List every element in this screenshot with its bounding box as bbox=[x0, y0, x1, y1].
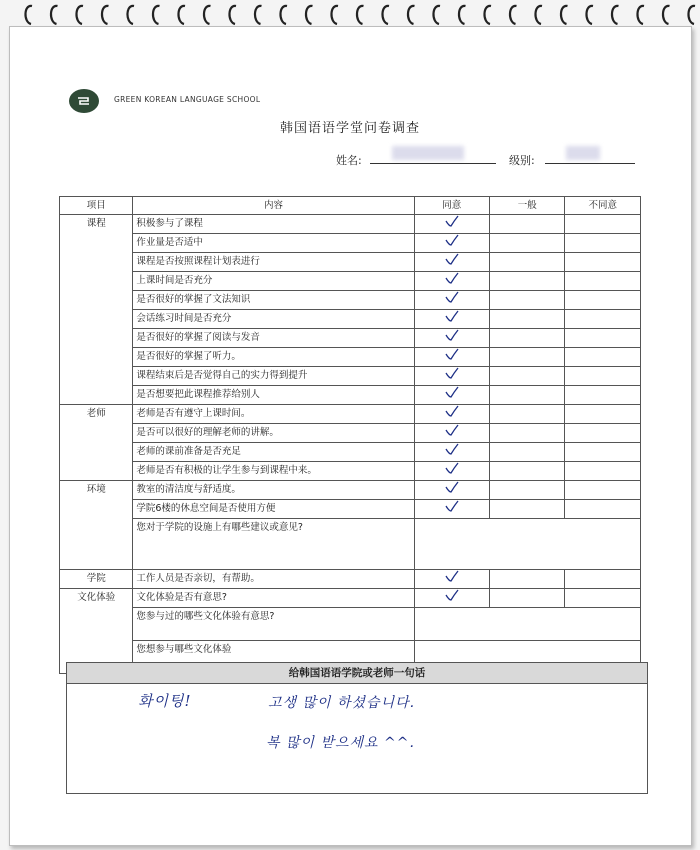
answer-cell-neutral[interactable] bbox=[490, 272, 565, 291]
question-text: 文化体验是否有意思? bbox=[133, 589, 414, 608]
question-text: 积极参与了课程 bbox=[133, 215, 414, 234]
answer-cell-agree[interactable] bbox=[414, 481, 489, 500]
answer-cell-neutral[interactable] bbox=[490, 462, 565, 481]
question-text: 会话练习时间是否充分 bbox=[133, 310, 414, 329]
ring-icon bbox=[178, 6, 185, 24]
checkmark-icon bbox=[445, 481, 459, 493]
answer-cell-agree[interactable] bbox=[414, 405, 489, 424]
ring-icon bbox=[561, 6, 568, 24]
answer-cell-neutral[interactable] bbox=[490, 405, 565, 424]
section-name: 文化体验 bbox=[60, 589, 133, 674]
answer-cell-agree[interactable] bbox=[414, 329, 489, 348]
ring-icon bbox=[612, 6, 619, 24]
table-row bbox=[60, 608, 641, 641]
checkmark-icon bbox=[445, 367, 459, 379]
question-text: 教室的清洁度与舒适度。 bbox=[133, 481, 414, 500]
school-name: GREEN KOREAN LANGUAGE SCHOOL bbox=[114, 95, 261, 104]
survey-table bbox=[59, 196, 641, 674]
table-row bbox=[60, 519, 641, 570]
handwritten-thanks: 고생 많이 하셨습니다. bbox=[268, 695, 416, 711]
table-row bbox=[60, 329, 641, 348]
header-content: 内容 bbox=[133, 197, 414, 215]
level-field[interactable] bbox=[545, 163, 635, 164]
checkmark-icon bbox=[445, 462, 459, 474]
checkmark-icon bbox=[445, 405, 459, 417]
checkmark-icon bbox=[445, 234, 459, 246]
message-header: 给韩国语语学院或老师一句话 bbox=[66, 662, 648, 684]
checkmark-icon bbox=[445, 500, 459, 512]
table-row bbox=[60, 405, 641, 424]
answer-cell-disagree[interactable] bbox=[565, 589, 641, 608]
checkmark-icon bbox=[445, 424, 459, 436]
answer-cell-disagree[interactable] bbox=[565, 253, 641, 272]
question-text: 是否很好的掌握了阅读与发音 bbox=[133, 329, 414, 348]
table-row bbox=[60, 291, 641, 310]
question-text: 是否想要把此课程推荐给别人 bbox=[133, 386, 414, 405]
checkmark-icon bbox=[445, 253, 459, 265]
ring-icon bbox=[510, 6, 517, 24]
answer-cell-agree[interactable] bbox=[414, 367, 489, 386]
header-disagree: 不同意 bbox=[565, 197, 641, 215]
answer-cell-neutral[interactable] bbox=[490, 424, 565, 443]
question-text: 是否很好的掌握了文法知识 bbox=[133, 291, 414, 310]
table-row bbox=[60, 272, 641, 291]
table-row bbox=[60, 424, 641, 443]
answer-cell-disagree[interactable] bbox=[565, 462, 641, 481]
ring-icon bbox=[433, 6, 440, 24]
ring-icon bbox=[586, 6, 593, 24]
ring-icon bbox=[408, 6, 415, 24]
ring-icon bbox=[127, 6, 134, 24]
answer-cell-disagree[interactable] bbox=[565, 405, 641, 424]
answer-cell-disagree[interactable] bbox=[565, 215, 641, 234]
ring-icon bbox=[25, 6, 32, 24]
question-text: 课程结束后是否觉得自己的实力得到提升 bbox=[133, 367, 414, 386]
ring-icon bbox=[153, 6, 160, 24]
answer-cell-neutral[interactable] bbox=[490, 386, 565, 405]
handwritten-wishes: 복 많이 받으세요 ^^. bbox=[266, 735, 415, 751]
ring-icon bbox=[51, 6, 58, 24]
open-answer-field[interactable] bbox=[414, 519, 640, 570]
ring-icon bbox=[255, 6, 262, 24]
section-name: 学院 bbox=[60, 570, 133, 589]
question-text: 上课时间是否充分 bbox=[133, 272, 414, 291]
logo-emblem-icon bbox=[69, 89, 99, 113]
table-row bbox=[60, 500, 641, 519]
ring-icon bbox=[357, 6, 364, 24]
ring-icon bbox=[637, 6, 644, 24]
checkmark-icon bbox=[445, 272, 459, 284]
answer-cell-disagree[interactable] bbox=[565, 329, 641, 348]
table-row bbox=[60, 367, 641, 386]
question-text: 课程是否按照课程计划表进行 bbox=[133, 253, 414, 272]
ring-icon bbox=[382, 6, 389, 24]
open-answer-field[interactable] bbox=[414, 608, 640, 641]
answer-cell-neutral[interactable] bbox=[490, 589, 565, 608]
checkmark-icon bbox=[445, 310, 459, 322]
answer-cell-agree[interactable] bbox=[414, 570, 489, 589]
question-text: 学院6楼的休息空间是否使用方便 bbox=[133, 500, 414, 519]
question-text: 作业量是否适中 bbox=[133, 234, 414, 253]
checkmark-icon bbox=[445, 329, 459, 341]
answer-cell-agree[interactable] bbox=[414, 234, 489, 253]
header-agree: 同意 bbox=[414, 197, 489, 215]
checkmark-icon bbox=[445, 443, 459, 455]
answer-cell-agree[interactable] bbox=[414, 348, 489, 367]
table-row bbox=[60, 386, 641, 405]
table-row bbox=[60, 481, 641, 500]
checkmark-icon bbox=[445, 291, 459, 303]
checkmark-icon bbox=[445, 348, 459, 360]
answer-cell-agree[interactable] bbox=[414, 424, 489, 443]
answer-cell-agree[interactable] bbox=[414, 462, 489, 481]
answer-cell-disagree[interactable] bbox=[565, 272, 641, 291]
answer-cell-agree[interactable] bbox=[414, 443, 489, 462]
answer-cell-neutral[interactable] bbox=[490, 253, 565, 272]
ring-icon bbox=[102, 6, 109, 24]
question-text: 老师是否有积极的让学生参与到课程中来。 bbox=[133, 462, 414, 481]
table-row bbox=[60, 443, 641, 462]
answer-cell-disagree[interactable] bbox=[565, 500, 641, 519]
answer-cell-neutral[interactable] bbox=[490, 329, 565, 348]
table-row bbox=[60, 589, 641, 608]
answer-cell-agree[interactable] bbox=[414, 589, 489, 608]
ring-icon bbox=[663, 6, 670, 24]
handwritten-cheer: 화이팅! bbox=[138, 692, 192, 710]
answer-cell-neutral[interactable] bbox=[490, 500, 565, 519]
answer-cell-agree[interactable] bbox=[414, 291, 489, 310]
checkmark-icon bbox=[445, 386, 459, 398]
ring-icon bbox=[280, 6, 287, 24]
answer-cell-neutral[interactable] bbox=[490, 310, 565, 329]
answer-cell-neutral[interactable] bbox=[490, 291, 565, 310]
ring-icon bbox=[688, 6, 695, 24]
answer-cell-disagree[interactable] bbox=[565, 291, 641, 310]
answer-cell-disagree[interactable] bbox=[565, 481, 641, 500]
answer-cell-neutral[interactable] bbox=[490, 443, 565, 462]
answer-cell-disagree[interactable] bbox=[565, 424, 641, 443]
ring-icon bbox=[331, 6, 338, 24]
question-text: 您参与过的哪些文化体验有意思? bbox=[133, 608, 414, 641]
ring-icon bbox=[229, 6, 236, 24]
name-field[interactable] bbox=[370, 163, 496, 164]
checkmark-icon bbox=[445, 570, 459, 582]
checkmark-icon bbox=[445, 215, 459, 227]
answer-cell-agree[interactable] bbox=[414, 500, 489, 519]
question-text: 是否可以很好的理解老师的讲解。 bbox=[133, 424, 414, 443]
answer-cell-neutral[interactable] bbox=[490, 348, 565, 367]
answer-cell-disagree[interactable] bbox=[565, 443, 641, 462]
table-header-row bbox=[60, 197, 641, 215]
answer-cell-neutral[interactable] bbox=[490, 215, 565, 234]
ring-icon bbox=[484, 6, 491, 24]
section-name: 老师 bbox=[60, 405, 133, 481]
answer-cell-disagree[interactable] bbox=[565, 570, 641, 589]
section-name: 环境 bbox=[60, 481, 133, 570]
name-label: 姓名: bbox=[336, 154, 362, 167]
ring-icon bbox=[459, 6, 466, 24]
answer-cell-agree[interactable] bbox=[414, 253, 489, 272]
answer-cell-agree[interactable] bbox=[414, 272, 489, 291]
name-redacted bbox=[392, 146, 464, 160]
table-row bbox=[60, 348, 641, 367]
level-redacted bbox=[566, 146, 600, 160]
answer-cell-disagree[interactable] bbox=[565, 234, 641, 253]
answer-cell-agree[interactable] bbox=[414, 386, 489, 405]
question-text: 是否很好的掌握了听力。 bbox=[133, 348, 414, 367]
table-row bbox=[60, 310, 641, 329]
question-text: 您想参与哪些文化体验 bbox=[133, 641, 414, 674]
table-row bbox=[60, 570, 641, 589]
question-text: 工作人员是否亲切，有帮助。 bbox=[133, 570, 414, 589]
answer-cell-disagree[interactable] bbox=[565, 386, 641, 405]
checkmark-icon bbox=[445, 589, 459, 601]
page-title: 韩国语语学堂问卷调查 bbox=[279, 121, 420, 136]
answer-cell-neutral[interactable] bbox=[490, 481, 565, 500]
answer-cell-neutral[interactable] bbox=[490, 570, 565, 589]
question-text: 老师的课前准备是否充足 bbox=[133, 443, 414, 462]
section-name: 课程 bbox=[60, 215, 133, 405]
ring-icon bbox=[76, 6, 83, 24]
table-row bbox=[60, 462, 641, 481]
table-row bbox=[60, 234, 641, 253]
answer-cell-disagree[interactable] bbox=[565, 348, 641, 367]
answer-cell-agree[interactable] bbox=[414, 215, 489, 234]
table-row bbox=[60, 253, 641, 272]
ring-icon bbox=[204, 6, 211, 24]
question-text: 您对于学院的设施上有哪些建议或意见? bbox=[133, 519, 414, 570]
table-row bbox=[60, 215, 641, 234]
answer-cell-neutral[interactable] bbox=[490, 234, 565, 253]
ring-icon bbox=[306, 6, 313, 24]
header-neutral: 一般 bbox=[490, 197, 565, 215]
answer-cell-neutral[interactable] bbox=[490, 367, 565, 386]
header-item: 项目 bbox=[60, 197, 133, 215]
answer-cell-disagree[interactable] bbox=[565, 367, 641, 386]
question-text: 老师是否有遵守上课时间。 bbox=[133, 405, 414, 424]
ring-icon bbox=[535, 6, 542, 24]
answer-cell-agree[interactable] bbox=[414, 310, 489, 329]
answer-cell-disagree[interactable] bbox=[565, 310, 641, 329]
level-label: 级别: bbox=[509, 154, 535, 167]
